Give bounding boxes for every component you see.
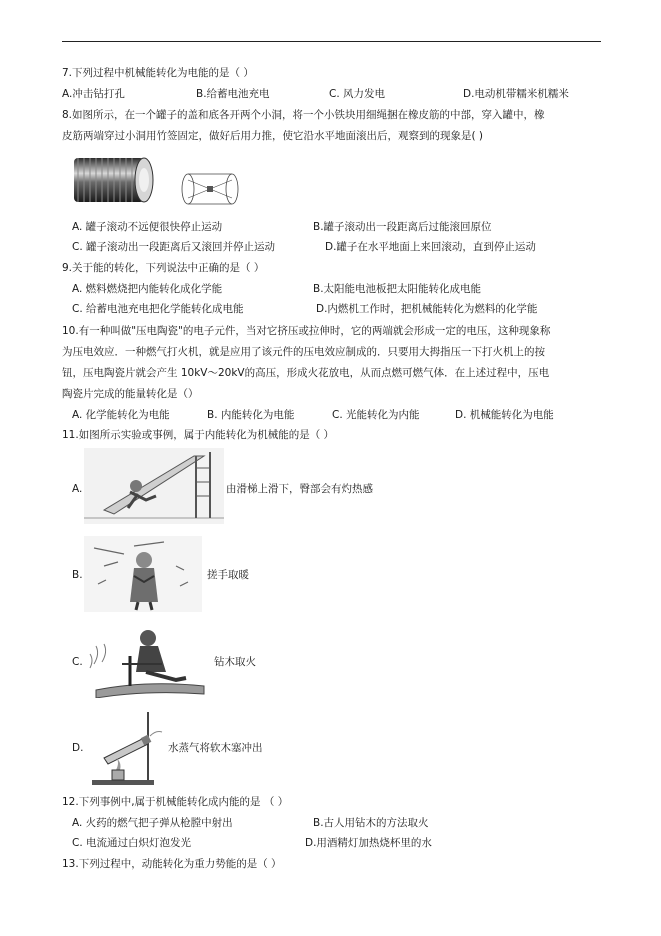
can-photo [64,152,156,208]
question-10-stem-line2: 为压电效应．一种燃气打火机，就是应用了该元件的压电效应制成的．只要用大拇指压一下打火机上的按 [62,346,545,358]
q11-option-d-caption: 水蒸气将软木塞冲出 [168,742,263,754]
q9-option-a: A. 燃料燃烧把内能转化成化学能 [72,283,223,295]
q11-option-b-letter: B. [72,569,83,581]
q11-option-d-letter: D. [72,742,84,754]
question-12-stem: 12.下列事例中,属于机械能转化成内能的是 （ ） [62,796,289,808]
q7-option-d: D.电动机带糯米机糯米 [463,88,569,100]
can-diagram [180,170,240,208]
q11-option-c-letter: C. [72,656,83,668]
q8-option-c: C. 罐子滚动出一段距离后又滚回并停止运动 [72,241,276,253]
q11-option-a-caption: 由滑梯上滑下，臀部会有灼热感 [226,483,373,495]
question-8-stem-line2: 皮筋两端穿过小洞用竹签固定，做好后用力推，使它沿水平地面滚出后，观察到的现象是( ) [62,130,484,142]
q9-option-c: C. 给蓄电池充电把化学能转化成电能 [72,303,244,315]
q7-option-b: B.给蓄电池充电 [196,88,270,100]
q9-option-b: B.太阳能电池板把太阳能转化成电能 [313,283,482,295]
question-11-stem: 11.如图所示实验或事例，属于内能转化为机械能的是（ ） [62,429,335,441]
q7-option-a: A.冲击钻打孔 [62,88,125,100]
question-10-stem-line4: 陶瓷片完成的能量转化是（） [62,388,199,400]
q10-option-c: C. 光能转化为内能 [332,409,420,421]
steam-cork-illustration [86,708,166,788]
top-divider [62,41,601,42]
question-13-stem: 13.下列过程中，动能转化为重力势能的是（ ） [62,858,282,870]
q8-option-a: A. 罐子滚动不远便很快停止运动 [72,221,223,233]
q8-option-b: B.罐子滚动出一段距离后过能滚回原位 [313,221,492,233]
q10-option-a: A. 化学能转化为电能 [72,409,170,421]
slide-illustration [84,448,224,524]
q11-option-c-caption: 钻木取火 [214,656,256,668]
question-10-stem-line3: 钮，压电陶瓷片就会产生 10kV～20kV的高压，形成火花放电，从而点燃可燃气体．在上述过程中，压电 [62,367,550,379]
q12-option-b: B.古人用钻木的方法取火 [313,817,429,829]
rubbing-hands-illustration [84,536,202,612]
q10-option-b: B. 内能转化为电能 [207,409,295,421]
q7-option-c: C. 风力发电 [329,88,386,100]
q12-option-a: A. 火药的燃气把子弹从枪膛中射出 [72,817,233,829]
q8-option-d: D.罐子在水平地面上来回滚动，直到停止运动 [325,241,536,253]
q11-option-a-letter: A. [72,483,83,495]
question-9-stem: 9.关于能的转化，下列说法中正确的是（ ） [62,262,265,274]
q9-option-d: D.内燃机工作时，把机械能转化为燃料的化学能 [316,303,538,315]
drill-wood-fire-illustration [86,624,210,698]
question-10-stem-line1: 10.有一种叫做"压电陶瓷"的电子元件，当对它挤压或拉伸时，它的两端就会形成一定的电压，这种现象称 [62,325,551,337]
question-7-stem: 7.下列过程中机械能转化为电能的是（ ） [62,67,254,79]
q12-option-c: C. 电流通过白炽灯泡发光 [72,837,192,849]
question-8-stem-line1: 8.如图所示，在一个罐子的盖和底各开两个小洞，将一个小铁块用细绳捆在橡皮筋的中部，穿入罐中，橡 [62,109,545,121]
q12-option-d: D.用酒精灯加热烧杯里的水 [305,837,432,849]
q11-option-b-caption: 搓手取暖 [207,569,249,581]
q10-option-d: D. 机械能转化为电能 [455,409,554,421]
